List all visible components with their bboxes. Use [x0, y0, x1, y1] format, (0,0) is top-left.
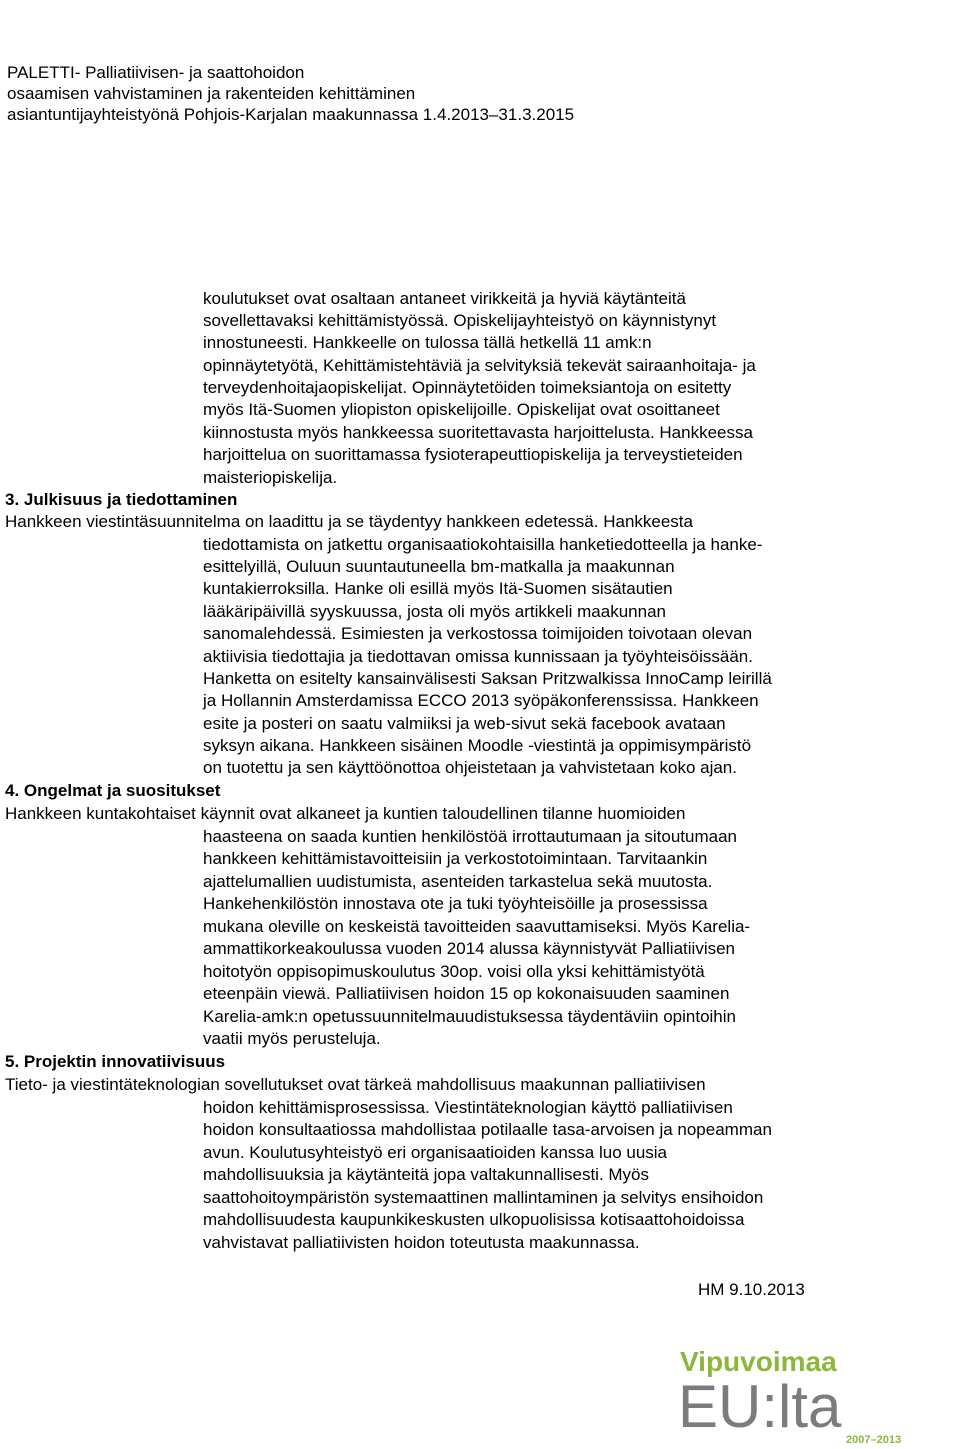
body-line: aktiivisia tiedottajia ja tiedottavan omissa kunnissaan ja työyhteisöissään.	[203, 647, 753, 666]
section-heading-3: 3. Julkisuus ja tiedottaminen	[5, 490, 238, 509]
body-line: haasteena on saada kuntien henkilöstöä irrottautumaan ja sitoutumaan	[203, 827, 737, 846]
body-line: tiedottamista on jatkettu organisaatiokohtaisilla hanketiedotteella ja hanke-	[203, 535, 763, 554]
body-line: hoidon kehittämisprosessissa. Viestintäteknologian käyttö palliatiivisen	[203, 1098, 733, 1117]
body-line: mahdollisuudesta kaupunkikeskusten ulkopuolisissa kotisaattohoidoissa	[203, 1210, 745, 1229]
logo-line-1: Vipuvoimaa	[680, 1346, 837, 1377]
body-line: lääkäripäivillä syyskuussa, josta oli myös artikkeli maakunnan	[203, 602, 666, 621]
body-line: vahvistavat palliatiivisten hoidon toteutusta maakunnassa.	[203, 1233, 640, 1252]
logo-years: 2007–2013	[846, 1434, 902, 1445]
body-line: Hankkeen kuntakohtaiset käynnit ovat alkaneet ja kuntien taloudellinen tilanne huomioiden	[5, 804, 686, 823]
body-line: Tieto- ja viestintäteknologian sovellutukset ovat tärkeä mahdollisuus maakunnan palliatiivisen	[5, 1075, 706, 1094]
body-line: ajattelumallien uudistumista, asenteiden tarkastelua sekä muutosta.	[203, 872, 713, 891]
body-line: maisteriopiskelija.	[203, 468, 338, 487]
body-line: Hankkeen viestintäsuunnitelma on laadittu ja se täydentyy hankkeen edetessä. Hankkeesta	[5, 512, 693, 531]
body-line: terveydenhoitajaopiskelijat. Opinnäytetöiden toimeksiantoja on esitetty	[203, 378, 732, 397]
body-line: eteenpäin viewä. Palliatiivisen hoidon 15 op kokonaisuuden saaminen	[203, 984, 730, 1003]
document-header	[7, 62, 574, 125]
body-line: ammattikorkeakoulussa vuoden 2014 alussa käynnistyvät Palliatiivisen	[203, 939, 736, 958]
body-line: kuntakierroksilla. Hanke oli esillä myös Itä-Suomen sisätautien	[203, 579, 673, 598]
body-line: mahdollisuuksia ja käytänteitä jopa valtakunnallisesti. Myös	[203, 1165, 650, 1184]
body-line: innostuneesti. Hankkeelle on tulossa tällä hetkellä 11 amk:n	[203, 333, 652, 352]
body-line: hoidon konsultaatiossa mahdollistaa potilaalle tasa-arvoisen ja nopeamman	[203, 1120, 772, 1139]
body-line: hankkeen kehittämistavoitteisiin ja verkostotoimintaan. Tarvitaankin	[203, 849, 708, 868]
body-line: sovellettavaksi kehittämistyössä. Opiskelijayhteistyö on käynnistynyt	[203, 311, 717, 330]
body-line: harjoittelua on suorittamassa fysioterapeuttiopiskelija ja terveystieteiden	[203, 445, 743, 464]
body-line: saattohoitoympäristön systemaattinen mallintaminen ja selvitys ensihoidon	[203, 1188, 764, 1207]
body-line: opinnäytetyötä, Kehittämistehtäviä ja selvityksiä tekevät sairaanhoitaja- ja	[203, 356, 756, 375]
vipuvoimaa-eu-logo	[678, 1345, 918, 1445]
body-line: on tuotettu ja sen käyttöönottoa ohjeistetaan ja vahvistetaan koko ajan.	[203, 758, 737, 777]
body-line: Hankehenkilöstön innostava ote ja tuki työyhteisöille ja prosessissa	[203, 894, 708, 913]
body-line: hoitotyön oppisopimuskoulutus 30op. voisi olla yksi kehittämistyötä	[203, 962, 705, 981]
body-line: kiinnostusta myös hankkeessa suoritettavasta harjoittelusta. Hankkeessa	[203, 423, 753, 442]
body-line: mukana oleville on keskeistä tavoitteiden saavuttamiseksi. Myös Karelia-	[203, 917, 751, 936]
signature-date: HM 9.10.2013	[698, 1280, 805, 1299]
header-line-2: osaamisen vahvistaminen ja rakenteiden kehittäminen	[7, 84, 416, 103]
body-line: vaatii myös perusteluja.	[203, 1029, 381, 1048]
body-line: Hanketta on esitelty kansainvälisesti Saksan Pritzwalkissa InnoCamp leirillä	[203, 669, 772, 688]
body-line: sanomalehdessä. Esimiesten ja verkostossa toimijoiden toivotaan olevan	[203, 624, 753, 643]
body-line: syksyn aikana. Hankkeen sisäinen Moodle -viestintä ja oppimisympäristö	[203, 736, 752, 755]
section-heading-4: 4. Ongelmat ja suositukset	[5, 781, 221, 800]
body-line: Karelia-amk:n opetussuunnitelmauudistuksessa täydentäviin opintoihin	[203, 1007, 736, 1026]
header-line-1: PALETTI- Palliatiivisen- ja saattohoidon	[7, 63, 305, 82]
section-heading-5: 5. Projektin innovatiivisuus	[5, 1052, 226, 1071]
body-line: avun. Koulutusyhteistyö eri organisaatioiden kanssa luo uusia	[203, 1143, 668, 1162]
body-line: esite ja posteri on saatu valmiiksi ja web-sivut sekä facebook avataan	[203, 714, 726, 733]
body-line: koulutukset ovat osaltaan antaneet virikkeitä ja hyviä käytänteitä	[203, 289, 686, 308]
body-line: myös Itä-Suomen yliopiston opiskelijoille. Opiskelijat ovat osoittaneet	[203, 400, 720, 419]
body-line: esittelyillä, Ouluun suuntautuneella bm-matkalla ja maakunnan	[203, 557, 675, 576]
logo-line-2: EU:lta	[678, 1373, 842, 1440]
header-line-3: asiantuntijayhteistyönä Pohjois-Karjalan maakunnassa 1.4.2013–31.3.2015	[7, 105, 575, 124]
body-line: ja Hollannin Amsterdamissa ECCO 2013 syöpäkonferenssissa. Hankkeen	[203, 691, 759, 710]
